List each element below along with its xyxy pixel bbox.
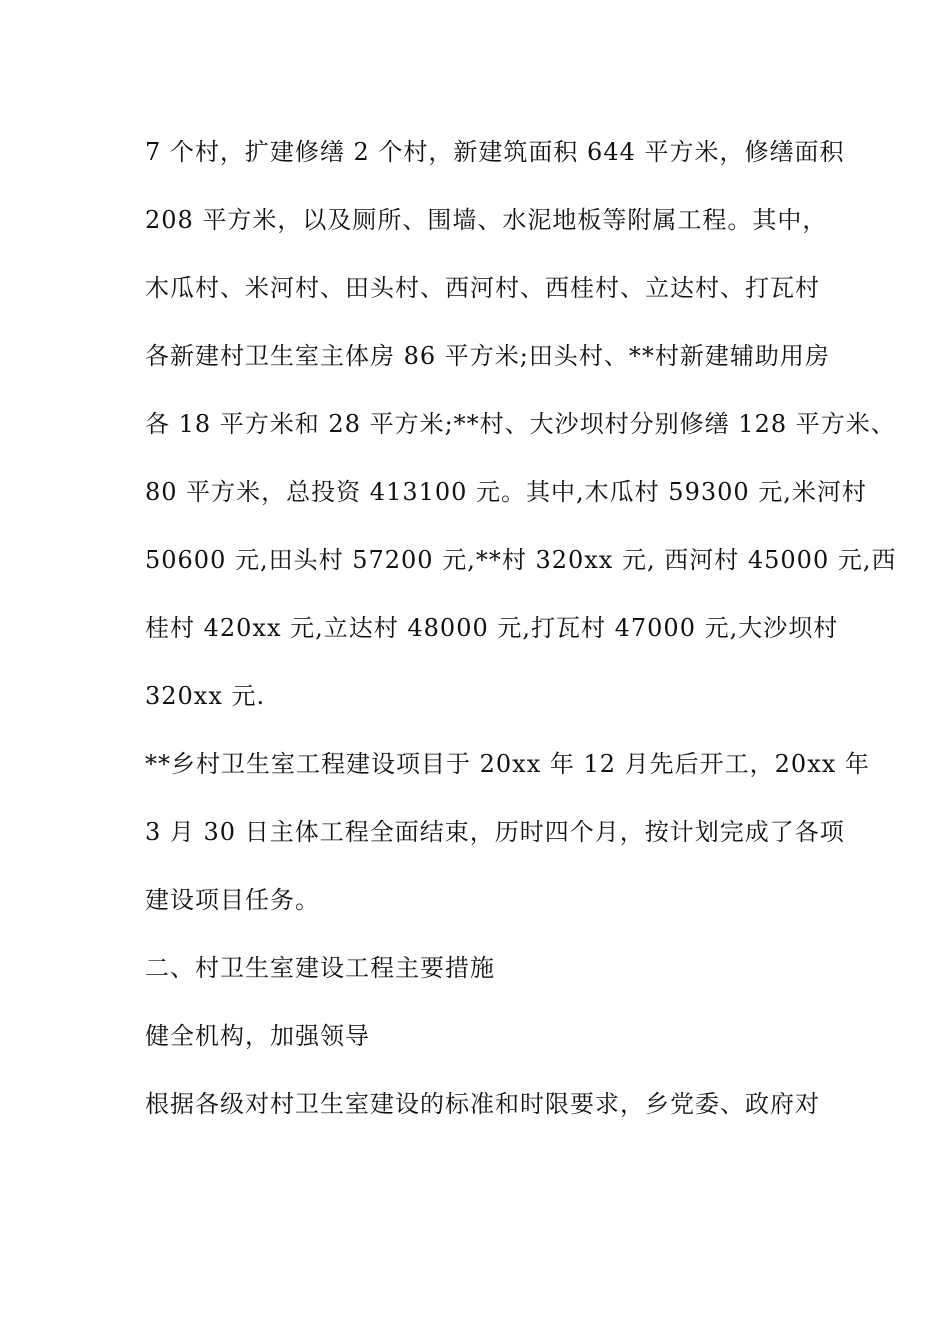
body-text-line: 各新建村卫生室主体房 86 平方米;田头村、**村新建辅助用房 — [145, 342, 830, 370]
body-text-line: 320xx 元. — [145, 682, 266, 710]
body-text-line: 208 平方米，以及厕所、围墙、水泥地板等附属工程。其中， — [145, 206, 828, 234]
body-text-line: 7 个村，扩建修缮 2 个村，新建筑面积 644 平方米，修缮面积 — [145, 138, 845, 166]
subsection-heading: 健全机构，加强领导 — [145, 1022, 370, 1050]
body-text-line: 80 平方米，总投资 413100 元。其中,木瓜村 59300 元,米河村 — [145, 478, 867, 506]
body-text-line: **乡村卫生室工程建设项目于 20xx 年 12 月先后开工，20xx 年 — [145, 750, 870, 778]
body-text-line: 50600 元,田头村 57200 元,**村 320xx 元, 西河村 45000 元,西 — [145, 546, 897, 574]
body-text-line: 建设项目任务。 — [145, 886, 320, 914]
body-text-line: 各 18 平方米和 28 平方米;**村、大沙坝村分别修缮 128 平方米、 — [145, 410, 896, 438]
section-heading: 二、村卫生室建设工程主要措施 — [145, 954, 495, 982]
body-text-line: 3 月 30 日主体工程全面结束，历时四个月，按计划完成了各项 — [145, 818, 845, 846]
body-text-line: 根据各级对村卫生室建设的标准和时限要求，乡党委、政府对 — [145, 1090, 820, 1118]
body-text-line: 桂村 420xx 元,立达村 48000 元,打瓦村 47000 元,大沙坝村 — [145, 614, 839, 642]
body-text-line: 木瓜村、米河村、田头村、西河村、西桂村、立达村、打瓦村 — [145, 274, 820, 302]
